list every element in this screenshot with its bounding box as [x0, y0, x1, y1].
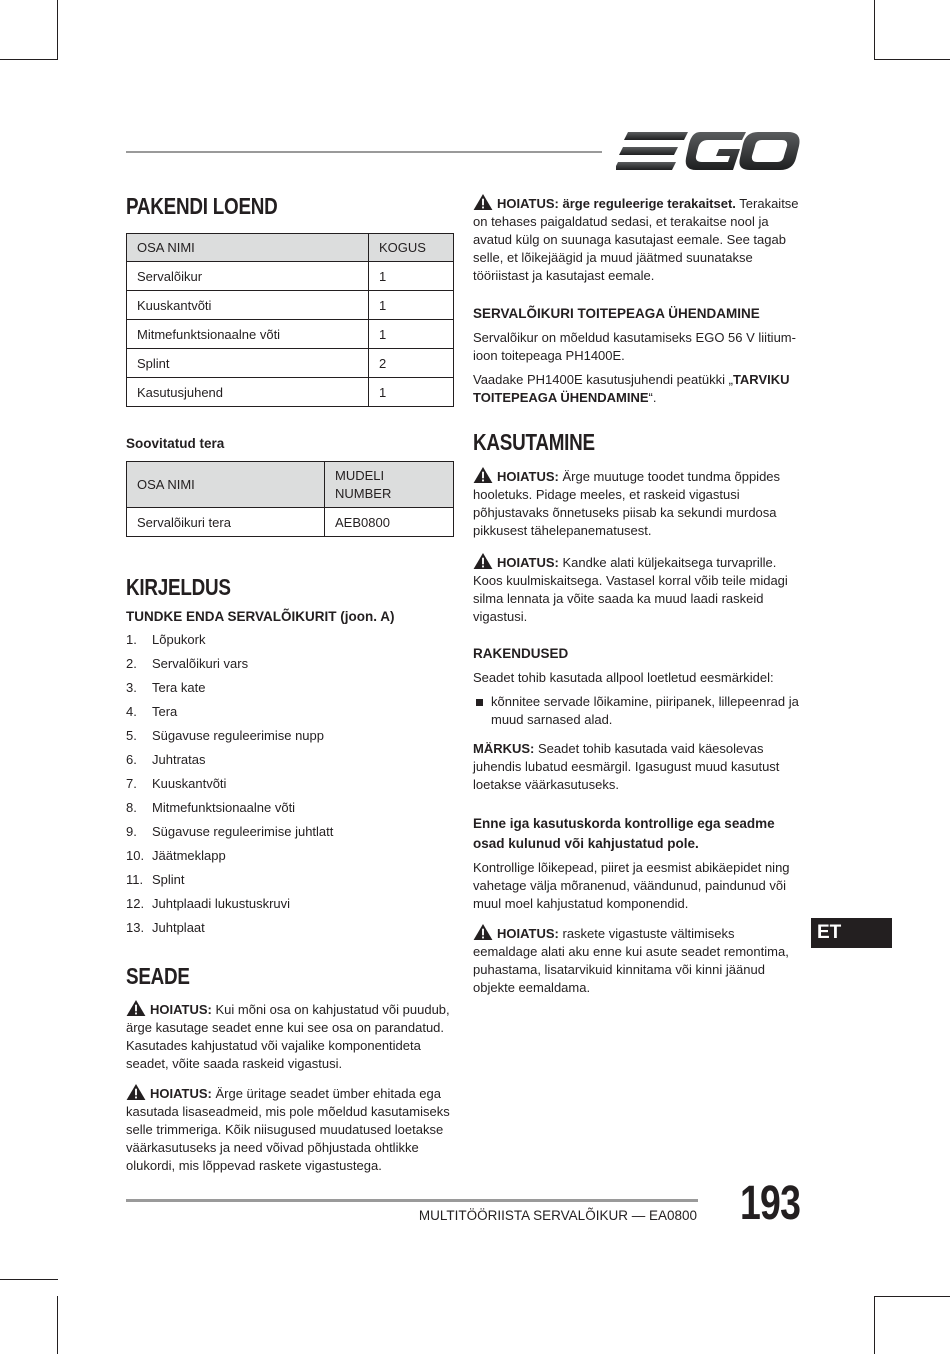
blade-guard-warning: HOIATUS: ärge reguleerige terakaitset. Terakaitse on tehases paigaldatud sedasi, et terakaitse nool ja avatud külg on suunaga kasutajast eemale. See tagab selle, et lõikejäägid ja muud jäätmed suunatakse tööriistast ja kasutajast eemale.: [473, 196, 799, 283]
description-subheading: TUNDKE ENDA SERVALÕIKURIT (joon. A): [126, 609, 395, 624]
cell-part: Mitmefunktsionaalne võti: [127, 320, 369, 349]
crop-mark: [874, 1296, 875, 1354]
page-number: 193: [740, 1177, 801, 1230]
cell-qty: 2: [369, 349, 454, 378]
footer-title: MULTITÖÖRIISTA SERVALÕIKUR — EA0800: [418, 1208, 697, 1223]
list-item: 11. Splint: [126, 872, 185, 887]
table-row: [127, 349, 454, 378]
list-item: 4. Tera: [126, 704, 178, 719]
check-heading: Enne iga kasutuskorda kontrollige ega seadme osad kulunud või kahjustatud pole.: [473, 816, 775, 851]
table-header-row: [127, 234, 454, 262]
table-row: [127, 291, 454, 320]
usage-heading: KASUTAMINE: [473, 429, 595, 455]
warning-icon: [473, 924, 493, 940]
cell-part: Kuuskantvõti: [127, 291, 369, 320]
usage-warning-3: HOIATUS: raskete vigastuste vältimiseks eemaldage alati aku enne kui asute seadet remontima, puhastama, lisatarvikuid kinnitama või kinni jäänud objekte eemaldama.: [473, 926, 789, 995]
description-heading: KIRJELDUS: [126, 574, 231, 600]
recommended-blade-table: [126, 461, 454, 537]
list-item: 13. Juhtplaat: [126, 920, 205, 935]
table-row: [127, 378, 454, 407]
cell-qty: 1: [369, 291, 454, 320]
col-header-part-name: OSA NIMI: [127, 234, 369, 262]
connect-paragraph-2: Vaadake PH1400E kasutusjuhendi peatükki „TARVIKU TOITEPEAGA ÜHENDAMINE“.: [473, 372, 790, 405]
warning-icon: [473, 194, 493, 210]
cell-part: Servalõikur: [127, 262, 369, 291]
left-column: [126, 188, 454, 1175]
list-item: 6. Juhtratas: [126, 752, 206, 767]
table-header-row: [127, 462, 454, 508]
assembly-warning-1: HOIATUS: Kui mõni osa on kahjustatud või puudub, ärge kasutage seadet enne kui see osa on parandatud. Kasutades kahjustatud või vajalike komponentideta seadet, võite saada raskeid vigastusi.: [126, 1002, 450, 1071]
cell-part: Servalõikuri tera: [127, 508, 325, 537]
applications-heading: RAKENDUSED: [473, 646, 569, 661]
list-item: 12. Juhtplaadi lukustuskruvi: [126, 896, 291, 911]
applications-bullet: kõnnitee servade lõikamine, piiripanek, lillepeenrad ja muud sarnased alad.: [473, 693, 799, 729]
package-list-table: [126, 233, 454, 407]
connect-heading: SERVALÕIKURI TOITEPEAGA ÜHENDAMINE: [473, 306, 760, 321]
warning-icon: [473, 467, 493, 483]
cell-qty: 1: [369, 262, 454, 291]
cell-part: Kasutusjuhend: [127, 378, 369, 407]
warning-icon: [126, 1084, 146, 1100]
assembly-warning-2: HOIATUS: Ärge üritage seadet ümber ehitada ega kasutada lisaseadmeid, mis pole mõeldud kasutamiseks selle trimmeriga. Kõik niisugused muudatused loetakse väärkasutuseks ja need võivad põhjustada ohtlikke olukordi, mis lõppevad raskete vigastustega.: [126, 1086, 450, 1173]
crop-mark: [874, 59, 950, 60]
list-item: 3. Tera kate: [126, 680, 206, 695]
col-header-quantity: KOGUS: [369, 234, 454, 262]
footer-rule: [126, 1199, 698, 1202]
table-row: [127, 262, 454, 291]
table-row: [127, 320, 454, 349]
package-list-heading: PAKENDI LOEND: [126, 193, 278, 219]
col-header-part-name: OSA NIMI: [127, 462, 325, 508]
warning-icon: [473, 553, 493, 569]
usage-note: MÄRKUS: Seadet tohib kasutada vaid käesolevas juhendis lubatud eesmärgil. Igasugust muud kasutust loetakse väärkasutuseks.: [473, 741, 780, 792]
crop-mark: [874, 0, 875, 60]
list-item: 9. Sügavuse reguleerimise juhtlatt: [126, 824, 334, 839]
right-column: [473, 188, 799, 997]
bullet-marker: [476, 699, 483, 706]
list-item: 8. Mitmefunktsionaalne võti: [126, 800, 296, 815]
list-item: 2. Servalõikuri vars: [126, 656, 249, 671]
usage-warning-2: HOIATUS: Kandke alati küljekaitsega turvaprille. Koos kuulmiskaitsega. Vastasel korral võib teile midagi silma lennata ja võite saada ka muud laadi raskeid vigastusi.: [473, 555, 788, 624]
assembly-heading: SEADE: [126, 963, 190, 989]
warning-icon: [126, 1000, 146, 1016]
crop-mark: [57, 1296, 58, 1354]
list-item: 5. Sügavuse reguleerimise nupp: [126, 728, 324, 743]
col-header-model-number: MUDELI NUMBER: [325, 462, 454, 508]
cell-qty: 1: [369, 378, 454, 407]
header-rule: [126, 151, 602, 153]
crop-mark: [57, 0, 58, 60]
language-tab: ET: [811, 918, 892, 948]
cell-qty: 1: [369, 320, 454, 349]
cell-model: AEB0800: [325, 508, 454, 537]
crop-mark: [874, 1296, 950, 1297]
list-item: 7. Kuuskantvõti: [126, 776, 227, 791]
applications-intro: Seadet tohib kasutada allpool loetletud eesmärkidel:: [473, 670, 774, 685]
usage-warning-1: HOIATUS: Ärge muutuge toodet tundma õppides hooletuks. Pidage meeles, et raskeid vigastusi põhjustavaks õnnetuseks piisab ka sekundi murdosa pikkusest tähelepanematusest.: [473, 469, 781, 538]
crop-mark: [0, 1279, 58, 1280]
crop-mark: [0, 59, 58, 60]
table-row: [127, 508, 454, 537]
list-item: 1. Lõpukork: [126, 632, 206, 647]
connect-paragraph-1: Servalõikur on mõeldud kasutamiseks EGO 56 V liitium-ioon toitepeaga PH1400E.: [473, 330, 796, 363]
check-paragraph: Kontrollige lõikepead, piiret ja eesmist abikäepidet ning vahetage välja mõranenud, väändunud, paindunud või muul moel kahjustatud komponendid.: [473, 860, 790, 911]
cell-part: Splint: [127, 349, 369, 378]
parts-list: [126, 628, 454, 940]
list-item: 10. Jäätmeklapp: [126, 848, 226, 863]
ego-logo: [616, 128, 802, 174]
recommended-blade-heading: Soovitatud tera: [126, 436, 225, 451]
